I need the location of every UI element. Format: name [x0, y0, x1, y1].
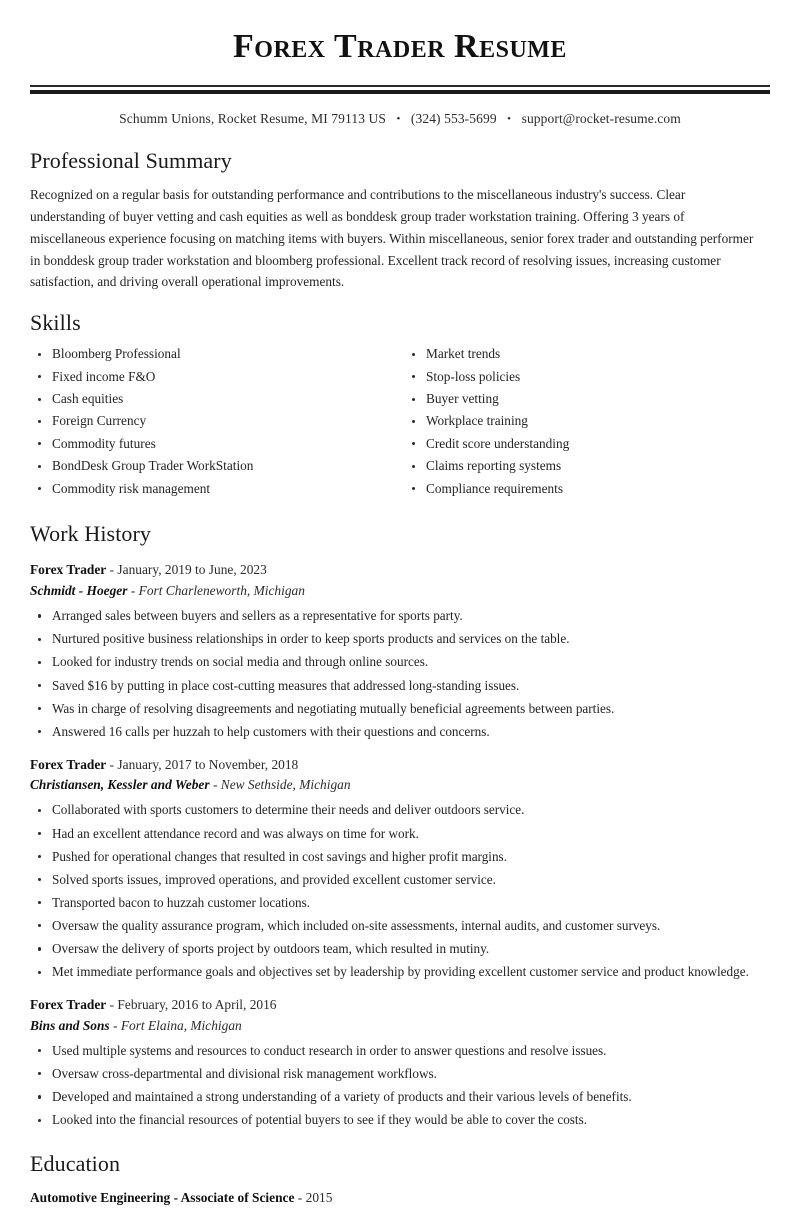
- section-heading-skills: Skills: [30, 309, 81, 335]
- list-item: Looked for industry trends on social media and through online sources.: [30, 653, 770, 672]
- list-item: Arranged sales between buyers and sellers as a representative for sports party.: [30, 607, 770, 626]
- skills-columns: [30, 345, 770, 502]
- list-item: Nurtured positive business relationships in order to keep sports products and services on the table.: [30, 630, 770, 649]
- job-bullets: [30, 801, 770, 982]
- page-title: Forex Trader Resume: [233, 28, 567, 65]
- contact-email: support@rocket-resume.com: [521, 111, 681, 127]
- list-item: Looked into the financial resources of potential buyers to see if they would be able to cover the costs.: [30, 1111, 770, 1130]
- list-item: Oversaw the delivery of sports project by outdoors team, which resulted in mutiny.: [30, 940, 770, 959]
- list-item: Bloomberg Professional: [30, 345, 400, 363]
- list-item: Met immediate performance goals and objectives set by leadership by providing excellent customer service and product knowledge.: [30, 963, 770, 982]
- job-title: Forex Trader: [30, 562, 107, 578]
- job-company-line: [30, 581, 770, 600]
- list-item: Stop-loss policies: [400, 368, 770, 386]
- list-item: Market trends: [400, 345, 770, 363]
- list-item: Answered 16 calls per huzzah to help customers with their questions and concerns.: [30, 723, 770, 742]
- list-item: Solved sports issues, improved operations, and provided excellent customer service.: [30, 871, 770, 890]
- section-heading-professional-summary: Professional Summary: [30, 148, 232, 174]
- skills-column-left: [30, 345, 400, 502]
- job-company-line: [30, 1016, 770, 1035]
- work-history-entry: [30, 995, 770, 1130]
- list-item: Workplace training: [400, 412, 770, 430]
- job-company: Christiansen, Kessler and Weber: [30, 777, 210, 793]
- job-title-line: [30, 755, 770, 774]
- job-company-line: [30, 775, 770, 794]
- list-item: Used multiple systems and resources to conduct research in order to answer questions and resolve issues.: [30, 1042, 770, 1061]
- list-item: Saved $16 by putting in place cost-cutting measures that addressed long-standing issues.: [30, 677, 770, 696]
- contact-separator-2: •: [507, 113, 512, 126]
- work-history-entry: [30, 755, 770, 982]
- job-dates: January, 2017 to November, 2018: [117, 756, 299, 772]
- job-dates: February, 2016 to April, 2016: [117, 997, 277, 1013]
- list-item: Compliance requirements: [400, 480, 770, 498]
- job-company: Schmidt - Hoeger: [30, 582, 128, 598]
- job-title-line: [30, 560, 770, 579]
- list-item: BondDesk Group Trader WorkStation: [30, 457, 400, 475]
- section-heading-work-history: Work History: [30, 520, 152, 546]
- education-entry: [30, 1188, 770, 1207]
- job-location: New Sethside, Michigan: [220, 777, 351, 793]
- list-item: Oversaw cross-departmental and divisional risk management workflows.: [30, 1065, 770, 1084]
- section-heading-education: Education: [30, 1151, 121, 1177]
- job-dash: -: [109, 997, 115, 1013]
- list-item: Had an excellent attendance record and was always on time for work.: [30, 825, 770, 844]
- list-item: Developed and maintained a strong understanding of a variety of products and their various levels of benefits.: [30, 1088, 770, 1107]
- list-item: Commodity risk management: [30, 480, 400, 498]
- contact-separator-1: •: [396, 113, 401, 126]
- list-item: Pushed for operational changes that resulted in cost savings and higher profit margins.: [30, 848, 770, 867]
- education-year: 2015: [305, 1190, 333, 1206]
- list-item: Commodity futures: [30, 435, 400, 453]
- list-item: Fixed income F&O: [30, 368, 400, 386]
- job-dash: -: [113, 1017, 118, 1033]
- list-item: Oversaw the quality assurance program, which included on-site assessments, internal audits, and customer surveys.: [30, 917, 770, 936]
- skills-list-right: [400, 345, 770, 498]
- resume-page: [0, 27, 800, 1206]
- job-dash: -: [212, 777, 218, 793]
- work-history-entry: [30, 560, 770, 741]
- job-bullets: [30, 607, 770, 741]
- professional-summary-text: Recognized on a regular basis for outstanding performance and contributions to the miscellaneous industry's success. Clear understanding of buyer vetting and cash equities as well as bonddesk group trader workstation training. Offering 3 years of miscellaneous experience focusing on matching items with buyers. Within miscellaneous, senior forex trader and outstanding performer in bonddesk group trader workstation and bloomberg professional. Excellent track record of resolving issues, increasing customer satisfaction, and driving overall operational improvements.: [30, 187, 754, 290]
- job-title: Forex Trader: [30, 997, 107, 1013]
- list-item: Claims reporting systems: [400, 457, 770, 475]
- skills-column-right: [400, 345, 770, 502]
- job-dates: January, 2019 to June, 2023: [117, 562, 267, 578]
- contact-line: [30, 111, 770, 127]
- list-item: Buyer vetting: [400, 390, 770, 408]
- job-title-line: [30, 995, 770, 1014]
- contact-phone: (324) 553-5699: [410, 111, 497, 127]
- job-dash: -: [109, 562, 115, 578]
- job-bullets: [30, 1042, 770, 1130]
- education-program: Automotive Engineering - Associate of Science: [30, 1190, 295, 1206]
- divider-thick-line: [30, 90, 770, 94]
- header-divider: [30, 85, 770, 94]
- job-location: Fort Elaina, Michigan: [120, 1017, 242, 1033]
- job-location: Fort Charleneworth, Michigan: [138, 582, 305, 598]
- list-item: Collaborated with sports customers to determine their needs and deliver outdoors service.: [30, 801, 770, 820]
- skills-list-left: [30, 345, 400, 498]
- contact-address: Schumm Unions, Rocket Resume, MI 79113 US: [119, 111, 386, 127]
- list-item: Was in charge of resolving disagreements and negotiating mutually beneficial agreements between parties.: [30, 700, 770, 719]
- list-item: Transported bacon to huzzah customer locations.: [30, 894, 770, 913]
- education-dash: -: [297, 1190, 303, 1206]
- job-dash: -: [109, 756, 115, 772]
- job-company: Bins and Sons: [30, 1017, 110, 1033]
- list-item: Cash equities: [30, 390, 400, 408]
- list-item: Credit score understanding: [400, 435, 770, 453]
- job-title: Forex Trader: [30, 756, 107, 772]
- list-item: Foreign Currency: [30, 412, 400, 430]
- job-dash: -: [130, 582, 136, 598]
